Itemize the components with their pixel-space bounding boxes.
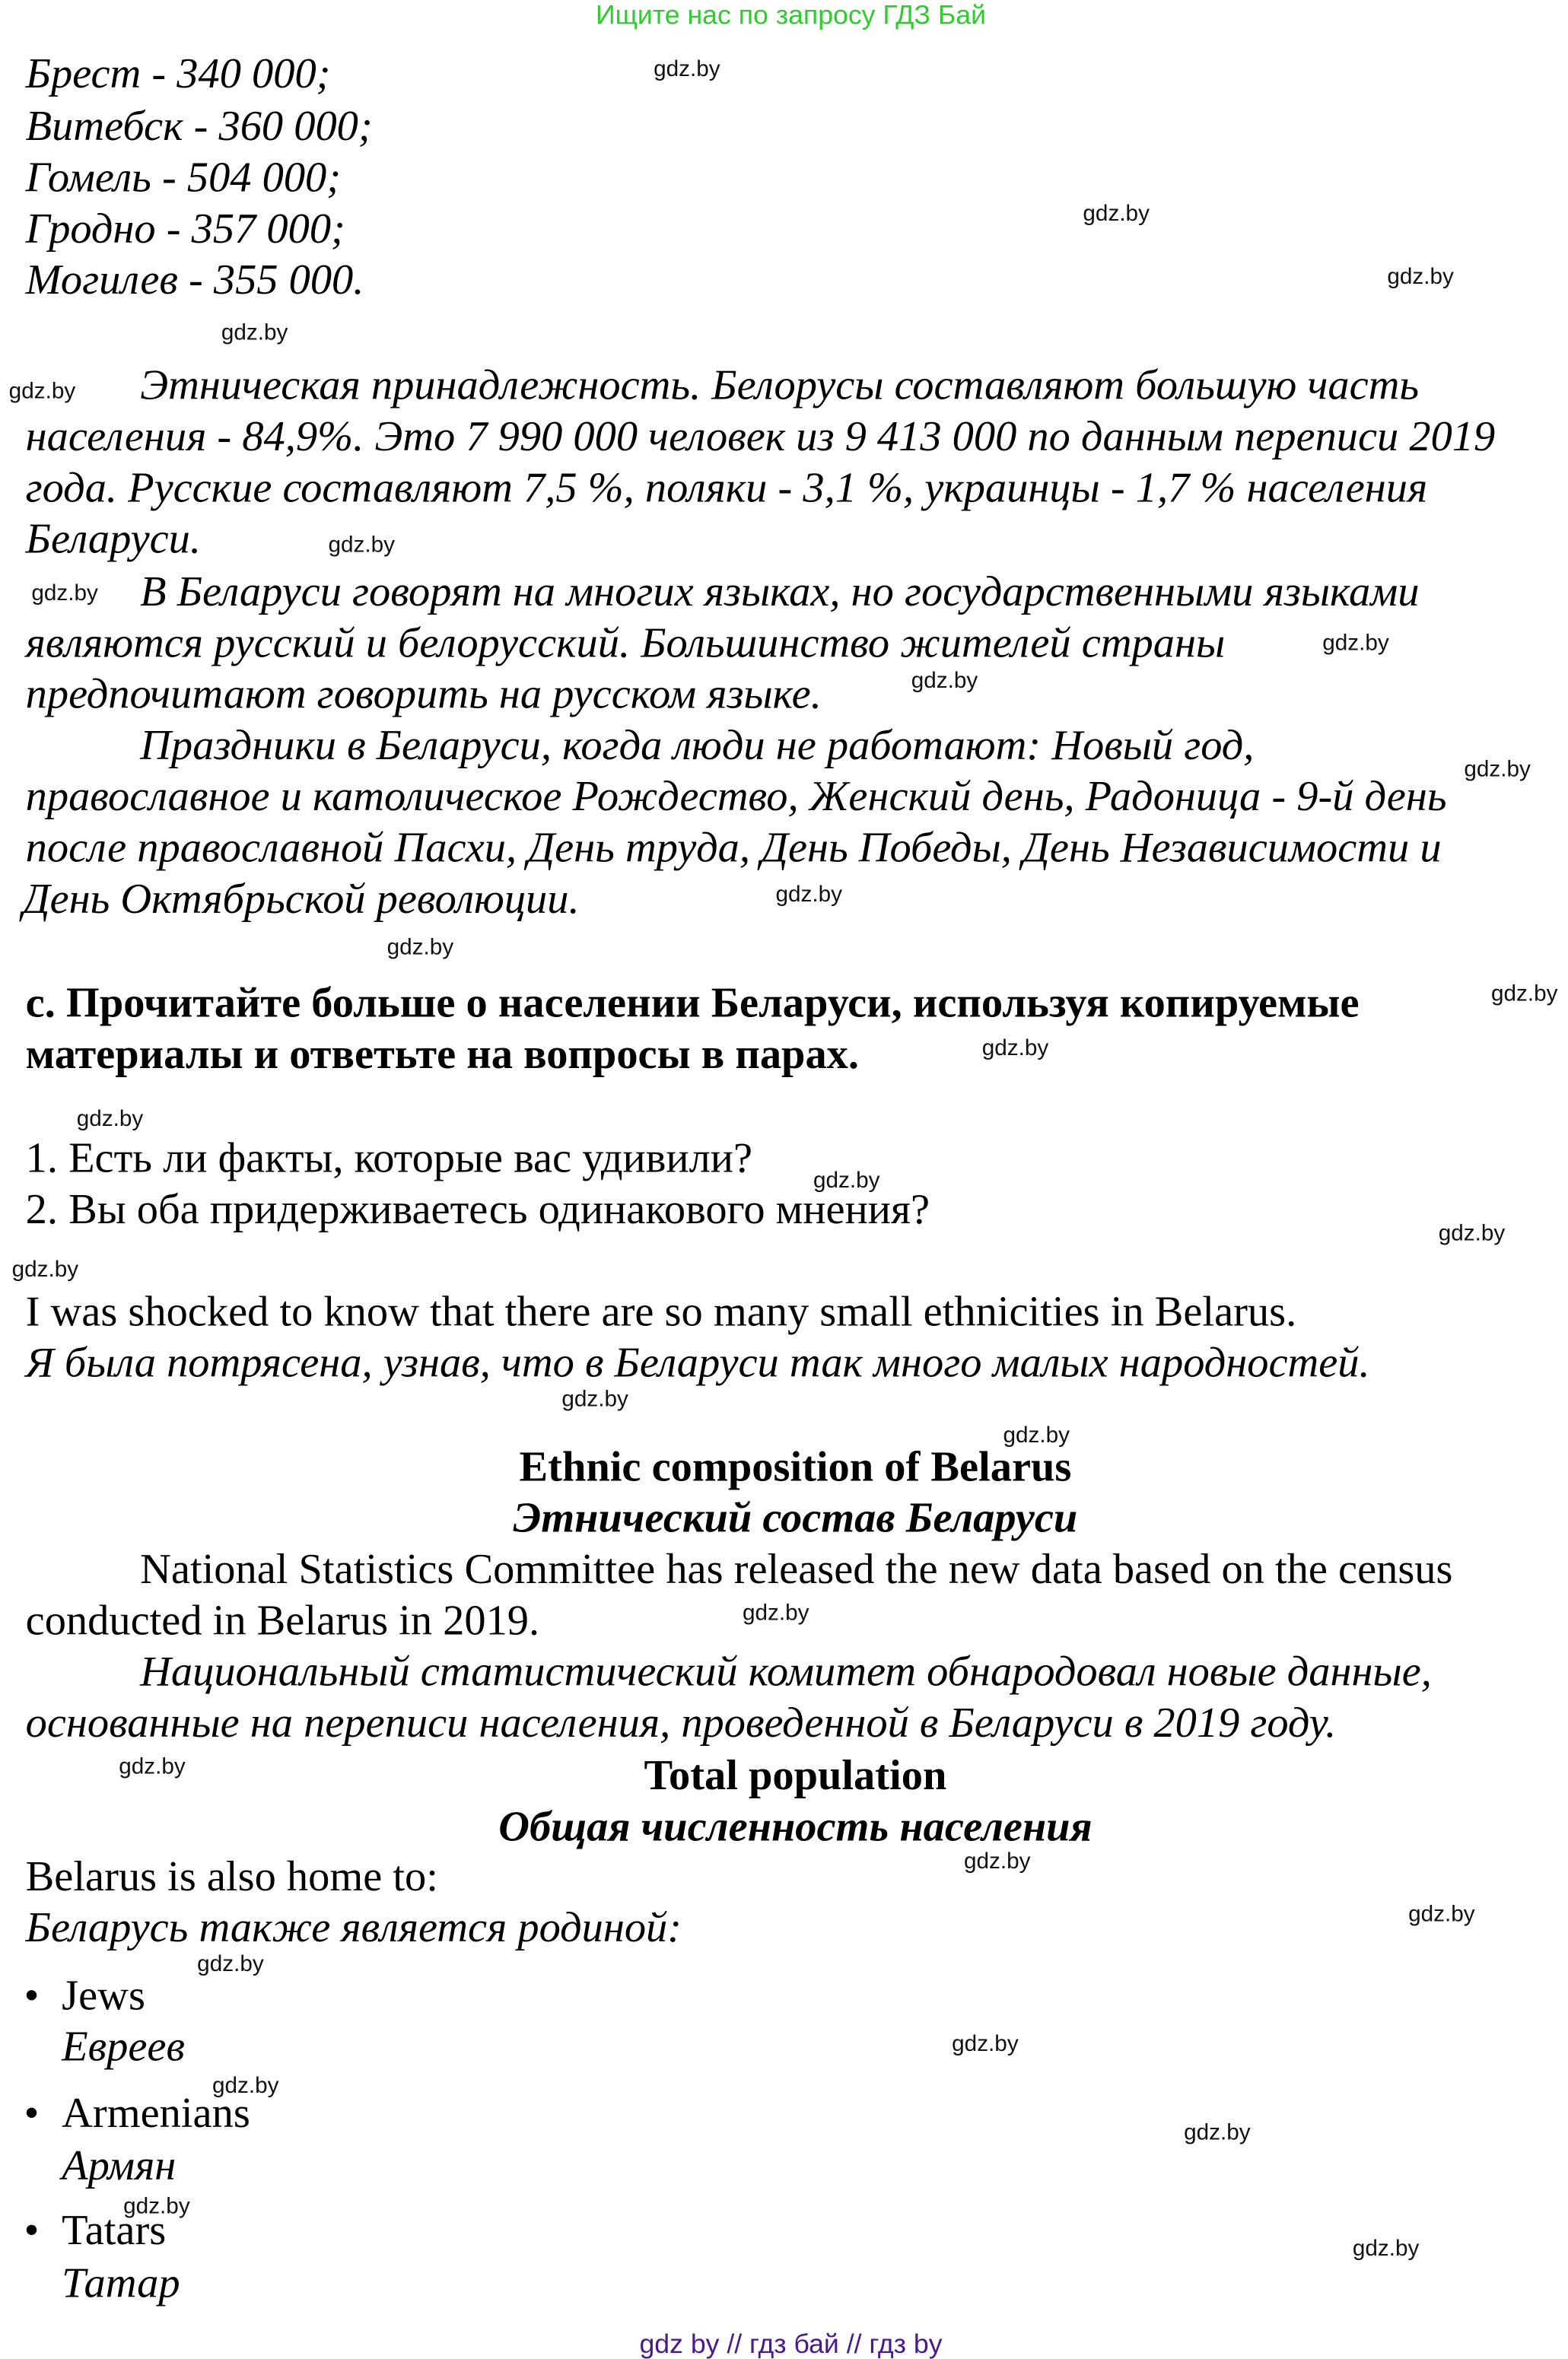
- city-line: Брест - 340 000;: [25, 51, 331, 98]
- list-item-russian: Татар: [62, 2260, 180, 2308]
- city-line: Витебск - 360 000;: [25, 103, 373, 151]
- paragraph-line: населения - 84,9%. Это 7 990 000 человек из 9 413 000 по данным переписи 2019: [25, 414, 1496, 461]
- paragraph-line: после православной Пасхи, День труда, День Победы, День Независимости и: [25, 825, 1442, 873]
- paragraph-line: Праздники в Беларуси, когда люди не работают: Новый год,: [140, 723, 1255, 770]
- watermark: gdz.by: [911, 668, 978, 694]
- question-line: 2. Вы оба придерживаетесь одинакового мнения?: [25, 1187, 930, 1234]
- watermark: gdz.by: [1003, 1423, 1070, 1448]
- watermark: gdz.by: [11, 1257, 79, 1283]
- footer-watermark: gdz by // гдз бай // гдз by: [639, 2329, 943, 2359]
- watermark: gdz.by: [212, 2073, 279, 2100]
- watermark: gdz.by: [1387, 264, 1454, 291]
- list-item-russian: Армян: [62, 2143, 177, 2190]
- paragraph-line: основанные на переписи населения, проведенной в Беларуси в 2019 году.: [25, 1700, 1337, 1747]
- watermark: gdz.by: [742, 1600, 809, 1626]
- paragraph-line: День Октябрьской революции.: [22, 876, 580, 924]
- paragraph-line: Беларуси.: [25, 517, 201, 564]
- intro-line: Belarus is also home to:: [25, 1854, 438, 1901]
- watermark: gdz.by: [123, 2193, 190, 2220]
- watermark: gdz.by: [1184, 2119, 1251, 2146]
- watermark: gdz.by: [561, 1386, 628, 1413]
- section-title: Ethnic composition of Belarus: [519, 1444, 1072, 1492]
- paragraph-line: являются русский и белорусский. Большинство жителей страны: [25, 620, 1226, 668]
- watermark: gdz.by: [813, 1168, 880, 1194]
- watermark: gdz.by: [197, 1951, 264, 1977]
- task-heading: c. Прочитайте больше о населении Беларуси, используя копируемые: [25, 980, 1360, 1028]
- watermark: gdz.by: [1352, 2236, 1420, 2262]
- section-title-russian: Этнический состав Беларуси: [513, 1496, 1078, 1543]
- list-item: Jews: [62, 1973, 145, 2020]
- watermark: gdz.by: [221, 320, 288, 346]
- watermark: gdz.by: [1083, 201, 1150, 227]
- watermark: gdz.by: [31, 580, 98, 606]
- paragraph-line: Этническая принадлежность. Белорусы составляют большую часть: [140, 363, 1420, 410]
- paragraph-line: В Беларуси говорят на многих языках, но государственными языками: [140, 569, 1420, 616]
- section-title-russian: Общая численность населения: [498, 1804, 1093, 1852]
- watermark: gdz.by: [981, 1035, 1049, 1061]
- answer-english: I was shocked to know that there are so many small ethnicities in Belarus.: [25, 1289, 1297, 1337]
- watermark: gdz.by: [1322, 630, 1389, 657]
- task-heading: материалы и ответьте на вопросы в парах.: [25, 1032, 860, 1079]
- watermark: gdz.by: [8, 378, 76, 405]
- answer-russian: Я была потрясена, узнав, что в Беларуси так много малых народностей.: [25, 1340, 1370, 1388]
- city-line: Гомель - 504 000;: [25, 154, 342, 202]
- intro-line-russian: Беларусь также является родиной:: [25, 1905, 682, 1953]
- watermark: gdz.by: [1490, 981, 1558, 1007]
- search-hint-banner: Ищите нас по запросу ГДЗ Бай: [595, 0, 987, 30]
- watermark: gdz.by: [952, 2031, 1019, 2057]
- bullet-icon: •: [24, 1973, 40, 2020]
- watermark: gdz.by: [654, 56, 720, 82]
- list-item-russian: Евреев: [62, 2024, 185, 2071]
- bullet-icon: •: [24, 2090, 40, 2138]
- city-line: Могилев - 355 000.: [25, 257, 364, 304]
- watermark: gdz.by: [963, 1849, 1031, 1875]
- watermark: gdz.by: [775, 882, 843, 908]
- paragraph-line: года. Русские составляют 7,5 %, поляки - 3,1 %, украинцы - 1,7 % населения: [25, 465, 1428, 513]
- paragraph-line: православное и католическое Рождество, Женский день, Радоница - 9-й день: [25, 774, 1447, 822]
- bullet-icon: •: [24, 2208, 40, 2256]
- watermark: gdz.by: [1408, 1901, 1475, 1928]
- watermark: gdz.by: [1464, 756, 1531, 783]
- question-line: 1. Есть ли факты, которые вас удивили?: [25, 1135, 753, 1183]
- list-item: Armenians: [62, 2090, 250, 2138]
- list-item: Tatars: [62, 2208, 167, 2256]
- paragraph-line: conducted in Belarus in 2019.: [25, 1598, 540, 1645]
- paragraph-line: National Statistics Committee has released the new data based on the census: [140, 1547, 1453, 1594]
- section-title: Total population: [644, 1753, 947, 1801]
- watermark: gdz.by: [386, 934, 454, 961]
- paragraph-line: Национальный статистический комитет обнародовал новые данные,: [140, 1649, 1432, 1696]
- city-line: Гродно - 357 000;: [25, 206, 345, 253]
- watermark: gdz.by: [76, 1106, 144, 1132]
- watermark: gdz.by: [1438, 1220, 1506, 1247]
- watermark: gdz.by: [328, 532, 395, 558]
- paragraph-line: предпочитают говорить на русском языке.: [25, 672, 822, 719]
- watermark: gdz.by: [119, 1753, 186, 1780]
